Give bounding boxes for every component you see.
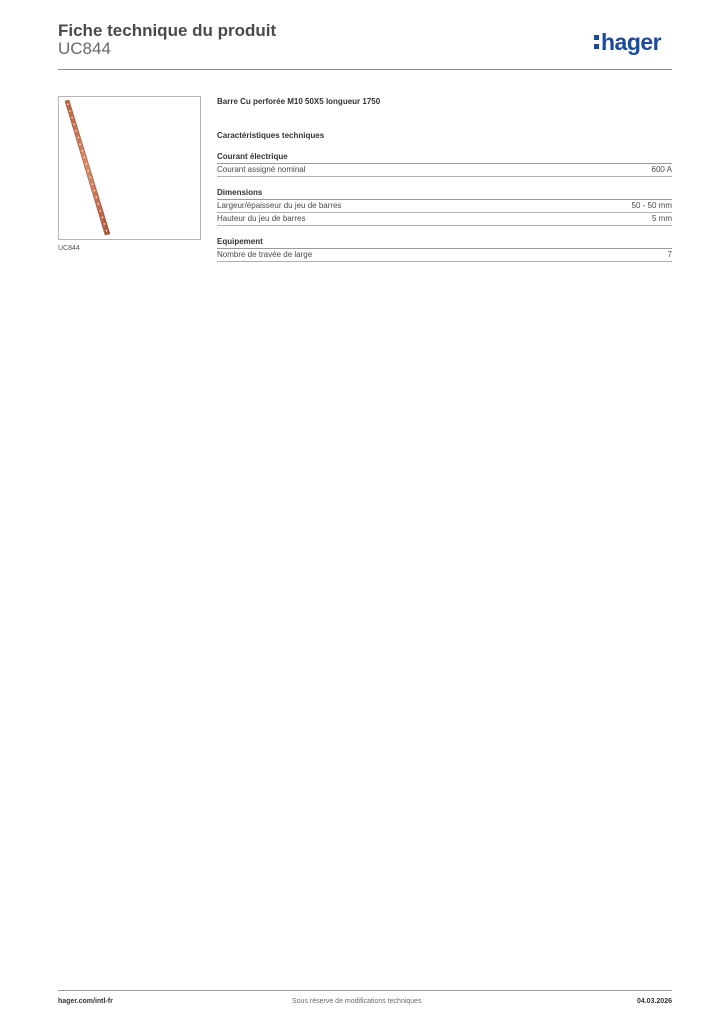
footer-divider (58, 990, 672, 991)
specs-heading: Caractéristiques techniques (217, 131, 325, 140)
hager-logo[interactable] (594, 29, 674, 57)
product-details (217, 96, 672, 272)
spec-value: 7 (667, 250, 672, 259)
spec-value: 50 - 50 mm (631, 201, 672, 210)
spec-value: 5 mm (652, 214, 672, 223)
product-name: Barre Cu perforée M10 50X5 longueur 1750 (217, 97, 381, 106)
spec-group-title: Courant électrique (217, 151, 672, 164)
header-divider (58, 69, 672, 70)
spec-group-equipment (217, 236, 672, 262)
spec-group-title: Dimensions (217, 187, 672, 200)
logo-colon-icon (594, 35, 600, 50)
footer-disclaimer: Sous réserve de modifications techniques (292, 998, 422, 1005)
logo-wordmark: hager (601, 29, 662, 55)
spec-label: Courant assigné nominal (217, 165, 306, 174)
spec-row (217, 213, 672, 226)
page-title: Fiche technique du produit (58, 21, 277, 40)
spec-group-title: Equipement (217, 236, 672, 249)
spec-row (217, 249, 672, 262)
product-code: UC844 (58, 39, 111, 58)
product-image (58, 96, 201, 240)
copper-busbar-image (59, 97, 200, 239)
image-caption: UC844 (58, 245, 80, 252)
spec-label: Hauteur du jeu de barres (217, 214, 306, 223)
footer-website-link[interactable]: hager.com/intl-fr (58, 998, 113, 1005)
footer-date: 04.03.2026 (636, 998, 672, 1005)
spec-group-dimensions (217, 187, 672, 226)
spec-value: 600 A (651, 165, 672, 174)
spec-row (217, 200, 672, 213)
spec-label: Nombre de travée de large (217, 250, 313, 259)
spec-label: Largeur/épaisseur du jeu de barres (217, 201, 342, 210)
spec-row (217, 164, 672, 177)
spec-group-electrical (217, 151, 672, 177)
